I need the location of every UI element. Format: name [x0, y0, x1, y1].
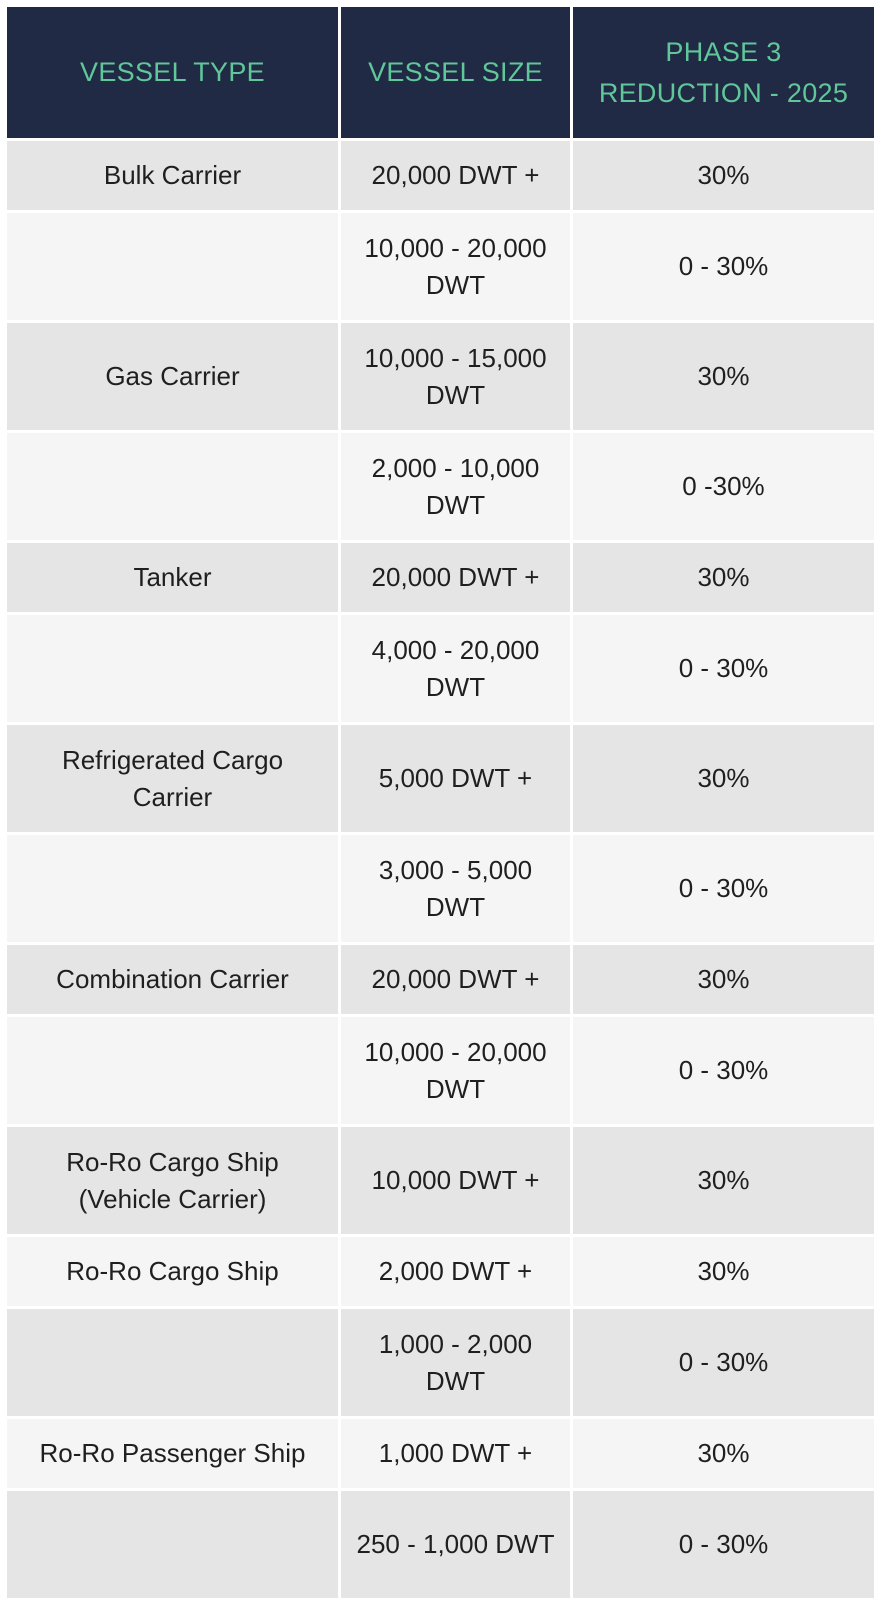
reduction-cell: 30%: [570, 320, 874, 430]
table-row: [7, 942, 874, 1014]
vessel-size-cell: 20,000 DWT +: [338, 942, 570, 1014]
vessel-size-cell: 4,000 - 20,000 DWT: [338, 612, 570, 722]
vessel-reduction-table-container: [7, 7, 874, 1598]
vessel-type-cell: Combination Carrier: [7, 942, 338, 1014]
header-vessel-size: VESSEL SIZE: [338, 7, 570, 138]
reduction-cell: 30%: [570, 722, 874, 832]
vessel-size-cell: 2,000 - 10,000 DWT: [338, 430, 570, 540]
table-body: [7, 138, 874, 1598]
table-row: [7, 1416, 874, 1488]
reduction-cell: 0 - 30%: [570, 1306, 874, 1416]
vessel-size-cell: 1,000 - 2,000 DWT: [338, 1306, 570, 1416]
vessel-type-cell: Bulk Carrier: [7, 138, 338, 210]
vessel-type-cell: [7, 1014, 338, 1124]
vessel-size-cell: 20,000 DWT +: [338, 540, 570, 612]
reduction-cell: 0 - 30%: [570, 832, 874, 942]
vessel-type-cell: [7, 1306, 338, 1416]
vessel-type-cell: Gas Carrier: [7, 320, 338, 430]
vessel-type-cell: Ro-Ro Cargo Ship: [7, 1234, 338, 1306]
vessel-reduction-table: [7, 7, 874, 1598]
vessel-type-cell: [7, 210, 338, 320]
header-vessel-type: VESSEL TYPE: [7, 7, 338, 138]
table-row: [7, 1124, 874, 1234]
reduction-cell: 0 - 30%: [570, 1488, 874, 1598]
table-row: [7, 320, 874, 430]
vessel-size-cell: 10,000 - 15,000 DWT: [338, 320, 570, 430]
table-row: [7, 430, 874, 540]
vessel-type-cell: Refrigerated Cargo Carrier: [7, 722, 338, 832]
table-row: [7, 832, 874, 942]
reduction-cell: 0 - 30%: [570, 612, 874, 722]
vessel-size-cell: 1,000 DWT +: [338, 1416, 570, 1488]
reduction-cell: 0 - 30%: [570, 1014, 874, 1124]
reduction-cell: 30%: [570, 540, 874, 612]
table-row: [7, 1488, 874, 1598]
vessel-size-cell: 10,000 - 20,000 DWT: [338, 210, 570, 320]
vessel-size-cell: 10,000 DWT +: [338, 1124, 570, 1234]
reduction-cell: 30%: [570, 1234, 874, 1306]
reduction-cell: 30%: [570, 1124, 874, 1234]
vessel-size-cell: 5,000 DWT +: [338, 722, 570, 832]
reduction-cell: 0 - 30%: [570, 210, 874, 320]
table-row: [7, 612, 874, 722]
reduction-cell: 0 -30%: [570, 430, 874, 540]
vessel-size-cell: 2,000 DWT +: [338, 1234, 570, 1306]
table-row: [7, 722, 874, 832]
reduction-cell: 30%: [570, 1416, 874, 1488]
reduction-cell: 30%: [570, 942, 874, 1014]
vessel-type-cell: Ro-Ro Cargo Ship (Vehicle Carrier): [7, 1124, 338, 1234]
vessel-type-cell: [7, 1488, 338, 1598]
table-row: [7, 1014, 874, 1124]
table-header: [7, 7, 874, 138]
table-row: [7, 1234, 874, 1306]
vessel-size-cell: 20,000 DWT +: [338, 138, 570, 210]
vessel-type-cell: [7, 832, 338, 942]
header-phase-3-reduction: PHASE 3 REDUCTION - 2025: [570, 7, 874, 138]
vessel-size-cell: 3,000 - 5,000 DWT: [338, 832, 570, 942]
table-row: [7, 1306, 874, 1416]
vessel-size-cell: 10,000 - 20,000 DWT: [338, 1014, 570, 1124]
header-row: [7, 7, 874, 138]
vessel-size-cell: 250 - 1,000 DWT: [338, 1488, 570, 1598]
table-row: [7, 210, 874, 320]
table-row: [7, 540, 874, 612]
vessel-type-cell: Tanker: [7, 540, 338, 612]
reduction-cell: 30%: [570, 138, 874, 210]
vessel-type-cell: [7, 612, 338, 722]
vessel-type-cell: Ro-Ro Passenger Ship: [7, 1416, 338, 1488]
vessel-type-cell: [7, 430, 338, 540]
table-row: [7, 138, 874, 210]
